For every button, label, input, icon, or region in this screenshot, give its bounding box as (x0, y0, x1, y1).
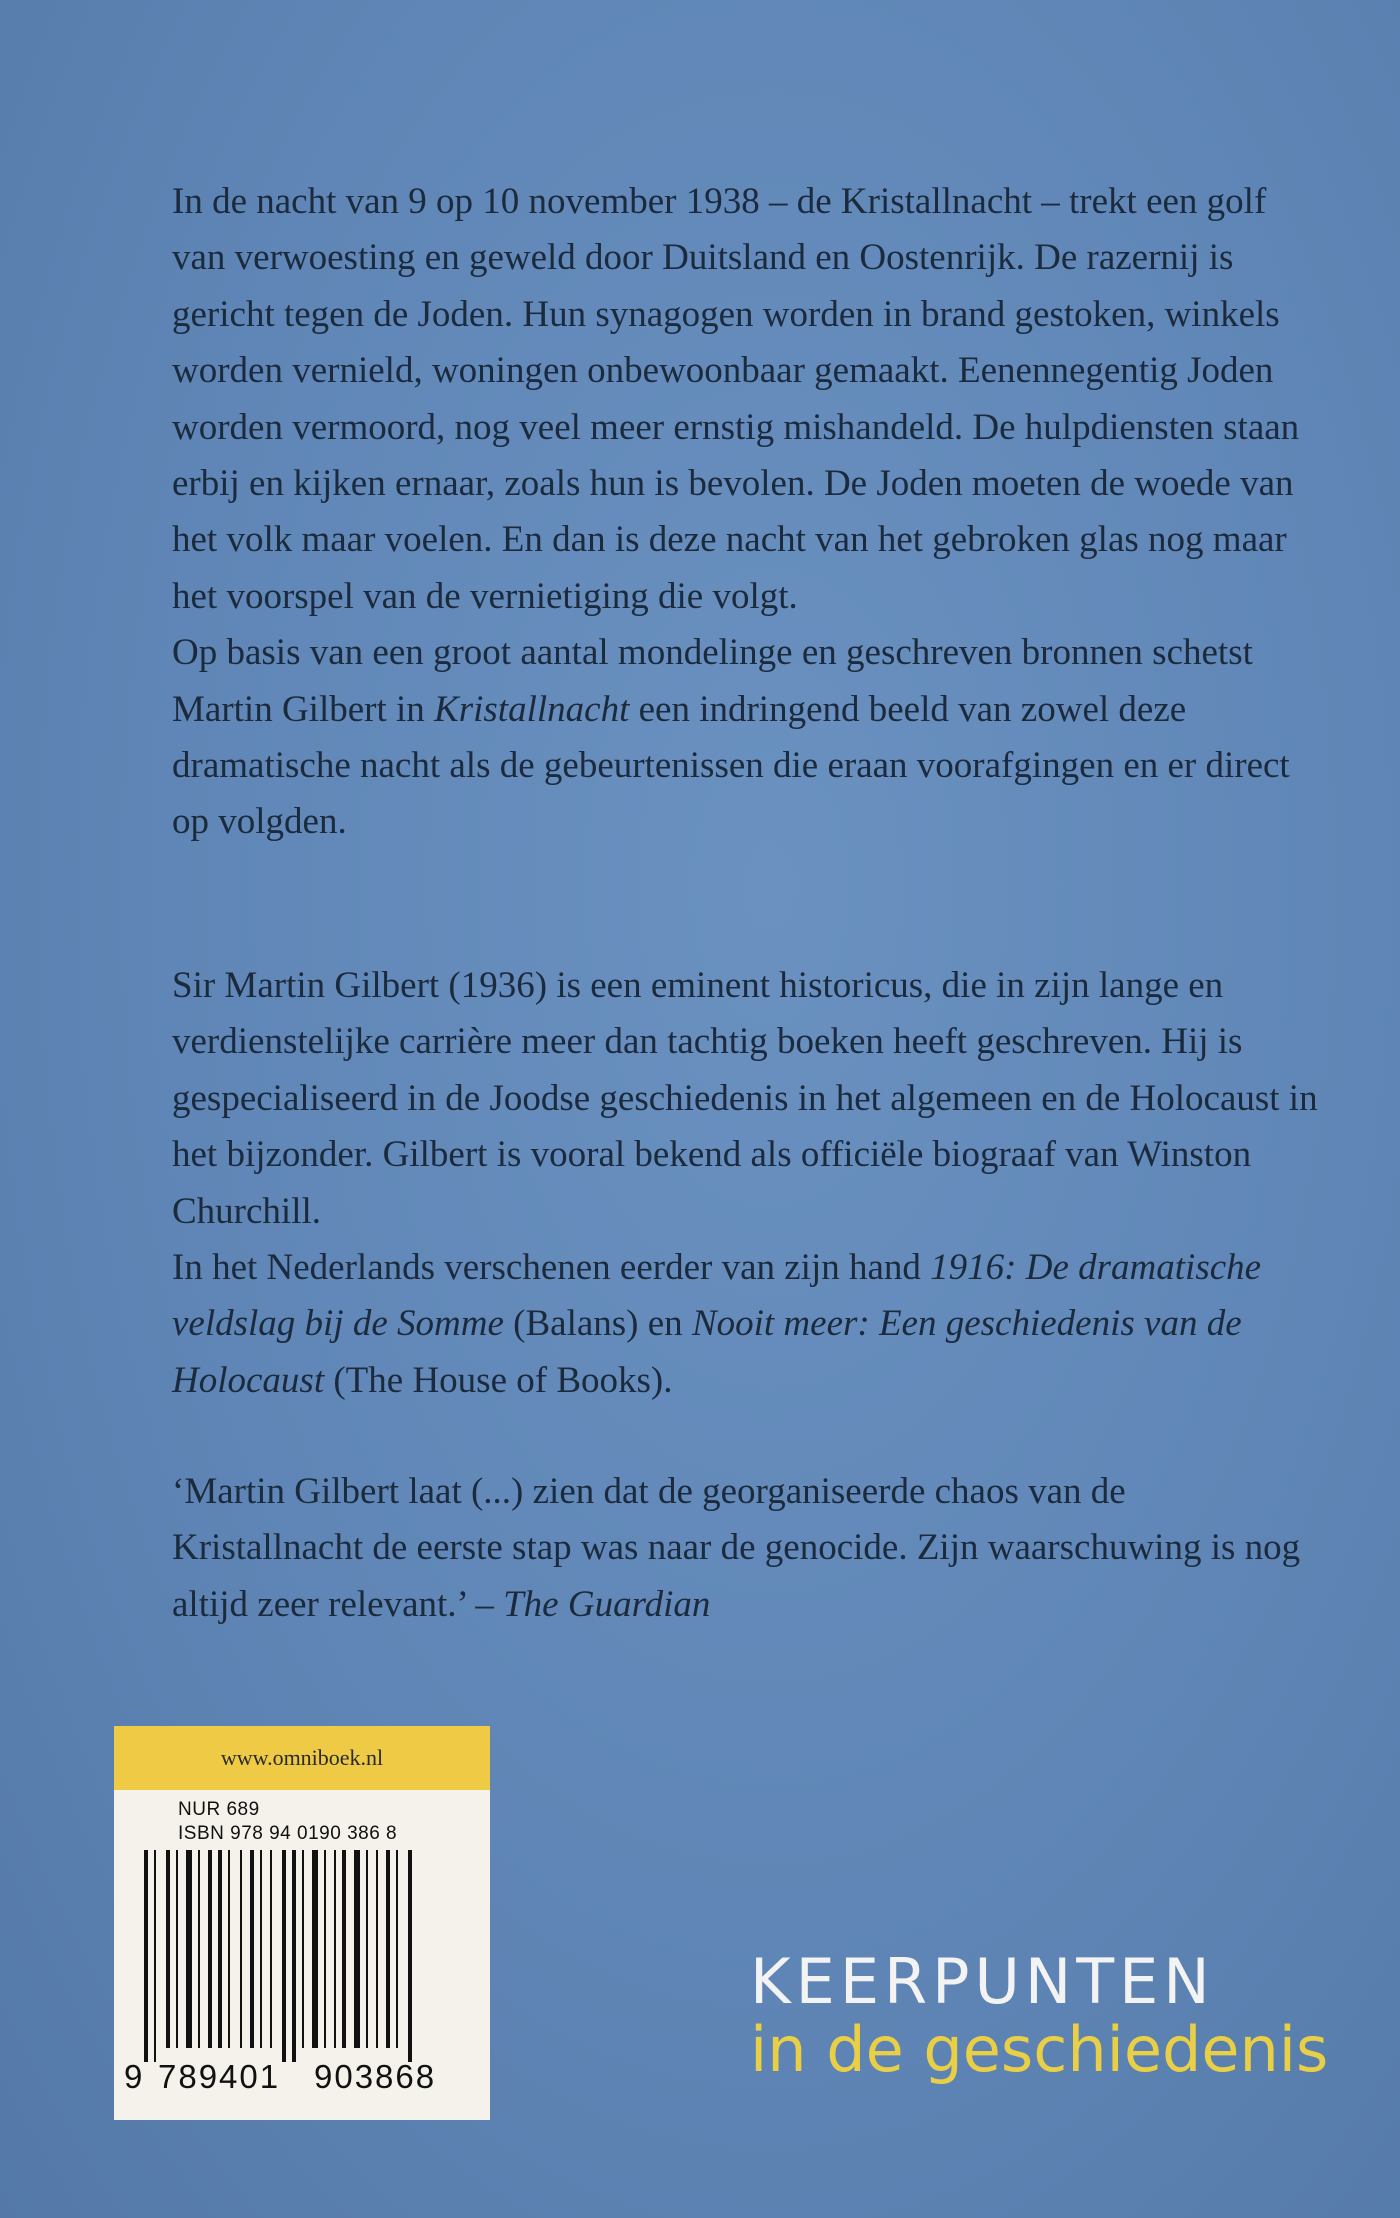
blurb-part-2: Op basis van een groot aantal mondelinge en geschreven bronnen schetst Martin Gilbert in (172, 632, 1253, 730)
barcode-bar (198, 1850, 200, 2048)
barcode-bar (154, 1850, 156, 2062)
blurb-text (172, 174, 1322, 851)
quote-text (172, 1464, 1322, 1633)
barcode-bar (376, 1850, 378, 2048)
barcode-bar (292, 1850, 296, 2062)
barcode-bar (334, 1850, 336, 2048)
quote-body: ‘Martin Gilbert laat (...) zien dat de georganiseerde chaos van de Kristallnacht de eerste stap was naar de genocide. Zijn waarschuwing is nog altijd zeer relevant.’ – (172, 1471, 1301, 1625)
isbn-code: ISBN 978 94 0190 386 8 (178, 1823, 398, 1844)
barcode-bar (166, 1850, 170, 2048)
blurb-part-1: In de nacht van 9 op 10 november 1938 – de Kristallnacht – trekt een golf van verwoesting en geweld door Duitsland en Oostenrijk. De razernij is gericht tegen de Joden. Hun synagogen worden in brand gestoken, winkels worden vernield, woningen onbewoonbaar gemaakt. Eenennegentig Joden worden vermoord, nog veel meer ernstig mishandeld. De hulpdiensten staan erbij en kijken ernaar, zoals hun is bevolen. De Joden moeten de woede van het volk maar voelen. En dan is deze nacht van het gebroken glas nog maar het voorspel van de vernietiging die volgt. (172, 181, 1300, 617)
barcode-bar (240, 1850, 242, 2048)
series-subtitle: in de geschiedenis (750, 2013, 1329, 2086)
barcode-bar (176, 1850, 178, 2048)
barcode-digits-left: 789401 (158, 2058, 281, 2095)
publisher-website: www.omniboek.nl (220, 1745, 384, 1770)
series-logo (750, 1945, 1329, 2086)
website-strip (114, 1726, 490, 1790)
author-other-works: In het Nederlands verschenen eerder van zijn hand (172, 1247, 931, 1289)
barcode-bar (282, 1850, 286, 2062)
barcode-bar (366, 1850, 368, 2048)
barcode-bar (250, 1850, 254, 2048)
barcode-bar (144, 1850, 148, 2062)
barcode-bar (302, 1850, 304, 2048)
barcode-bars (144, 1850, 474, 2062)
book-title-kristallnacht: Kristallnacht (434, 688, 630, 730)
barcode-bar (186, 1850, 192, 2048)
barcode-bar (260, 1850, 262, 2048)
quote-source: The Guardian (503, 1583, 711, 1625)
barcode-bar (354, 1850, 360, 2048)
barcode-bar (228, 1850, 230, 2048)
publisher-balans: (Balans) en (503, 1303, 692, 1345)
blurb-part-3: een indringend beeld van zowel deze dramatische nacht als de gebeurtenissen die eraan voorafgingen en er direct op volgden. (172, 688, 1290, 843)
book-title-nooit-meer: Nooit meer: Een geschiedenis van de Holocaust (172, 1303, 1242, 1401)
barcode-panel (114, 1726, 490, 2120)
nur-code: NUR 689 (178, 1799, 260, 1820)
author-bio: Sir Martin Gilbert (1936) is een eminent historicus, die in zijn lange en verdienstelijke carrière meer dan tachtig boeken heeft geschreven. Hij is gespecialiseerd in de Joodse geschiedenis in het algemeen en de Holocaust in het bijzonder. Gilbert is vooral bekend als officiële biograaf van Winston Churchill. (172, 965, 1318, 1232)
author-paragraph (172, 958, 1322, 1409)
book-title-somme: 1916: De dramatische veldslag bij de Somme (172, 1247, 1262, 1345)
barcode-digits-right: 903868 (314, 2058, 437, 2095)
barcode-bar (312, 1850, 318, 2048)
barcode-bar (218, 1850, 222, 2048)
review-quote (172, 1464, 1322, 1633)
barcode-bar (208, 1850, 212, 2048)
author-text (172, 958, 1322, 1409)
publisher-house-of-books: (The House of Books). (324, 1359, 673, 1401)
blurb-paragraph (172, 174, 1322, 851)
barcode-bar (342, 1850, 346, 2048)
series-title: KEERPUNTEN (750, 1945, 1215, 2018)
barcode-digit-first: 9 (124, 2058, 145, 2095)
barcode-bar (386, 1850, 390, 2048)
barcode-bar (396, 1850, 398, 2048)
barcode-bar (270, 1850, 272, 2048)
barcode-bar (408, 1850, 412, 2062)
barcode-bar (324, 1850, 326, 2048)
